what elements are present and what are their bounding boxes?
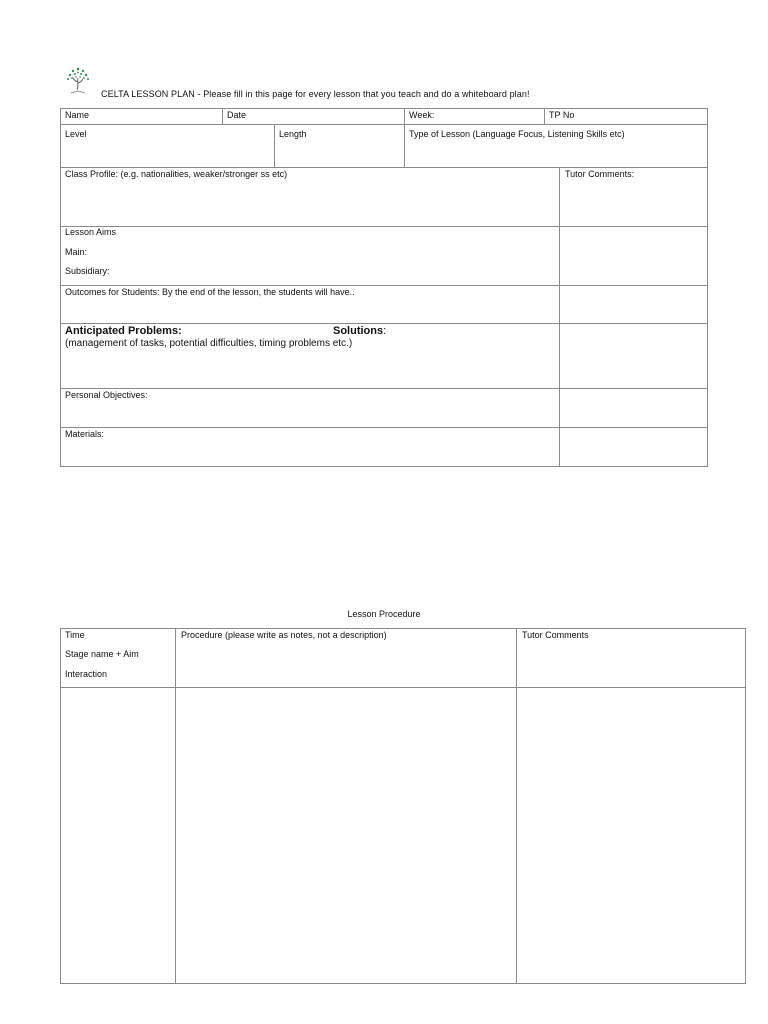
personal-objectives-label: Personal Objectives: <box>65 390 148 400</box>
subsidiary-aim-label: Subsidiary: <box>65 266 110 276</box>
anticipated-problems-label: Anticipated Problems: <box>65 325 182 337</box>
type-of-lesson-label: Type of Lesson (Language Focus, Listening Skills etc) <box>409 129 625 139</box>
interaction-header: Interaction <box>65 669 108 679</box>
problems-note: (management of tasks, potential difficulties, timing problems etc.) <box>65 338 353 349</box>
outcomes-label: Outcomes for Students: By the end of the lesson, the students will have.. <box>65 287 355 297</box>
procedure-title: Lesson Procedure <box>347 609 421 619</box>
procedure-header: Procedure (please write as notes, not a description) <box>181 630 387 640</box>
date-label: Date <box>227 110 247 120</box>
main-aim-label: Main: <box>65 247 88 257</box>
stage-aim-header: Stage name + Aim <box>65 649 139 659</box>
page-title: CELTA LESSON PLAN - Please fill in this page for every lesson that you teach and do a whiteboard plan! <box>101 89 530 99</box>
name-label: Name <box>65 110 90 120</box>
class-profile-label: Class Profile: (e.g. nationalities, weaker/stronger ss etc) <box>65 169 288 179</box>
week-label: Week: <box>409 110 435 120</box>
lesson-aims-label: Lesson Aims <box>65 227 117 237</box>
tutor-comments-header: Tutor Comments <box>522 630 589 640</box>
tree-logo-icon <box>64 66 92 96</box>
level-label: Level <box>65 129 87 139</box>
materials-label: Materials: <box>65 429 105 439</box>
time-header: Time <box>65 630 85 640</box>
tutor-comments-label: Tutor Comments: <box>565 169 635 179</box>
solutions-label: Solutions: <box>333 325 387 337</box>
length-label: Length <box>279 129 307 139</box>
tp-no-label: TP No <box>549 110 575 120</box>
